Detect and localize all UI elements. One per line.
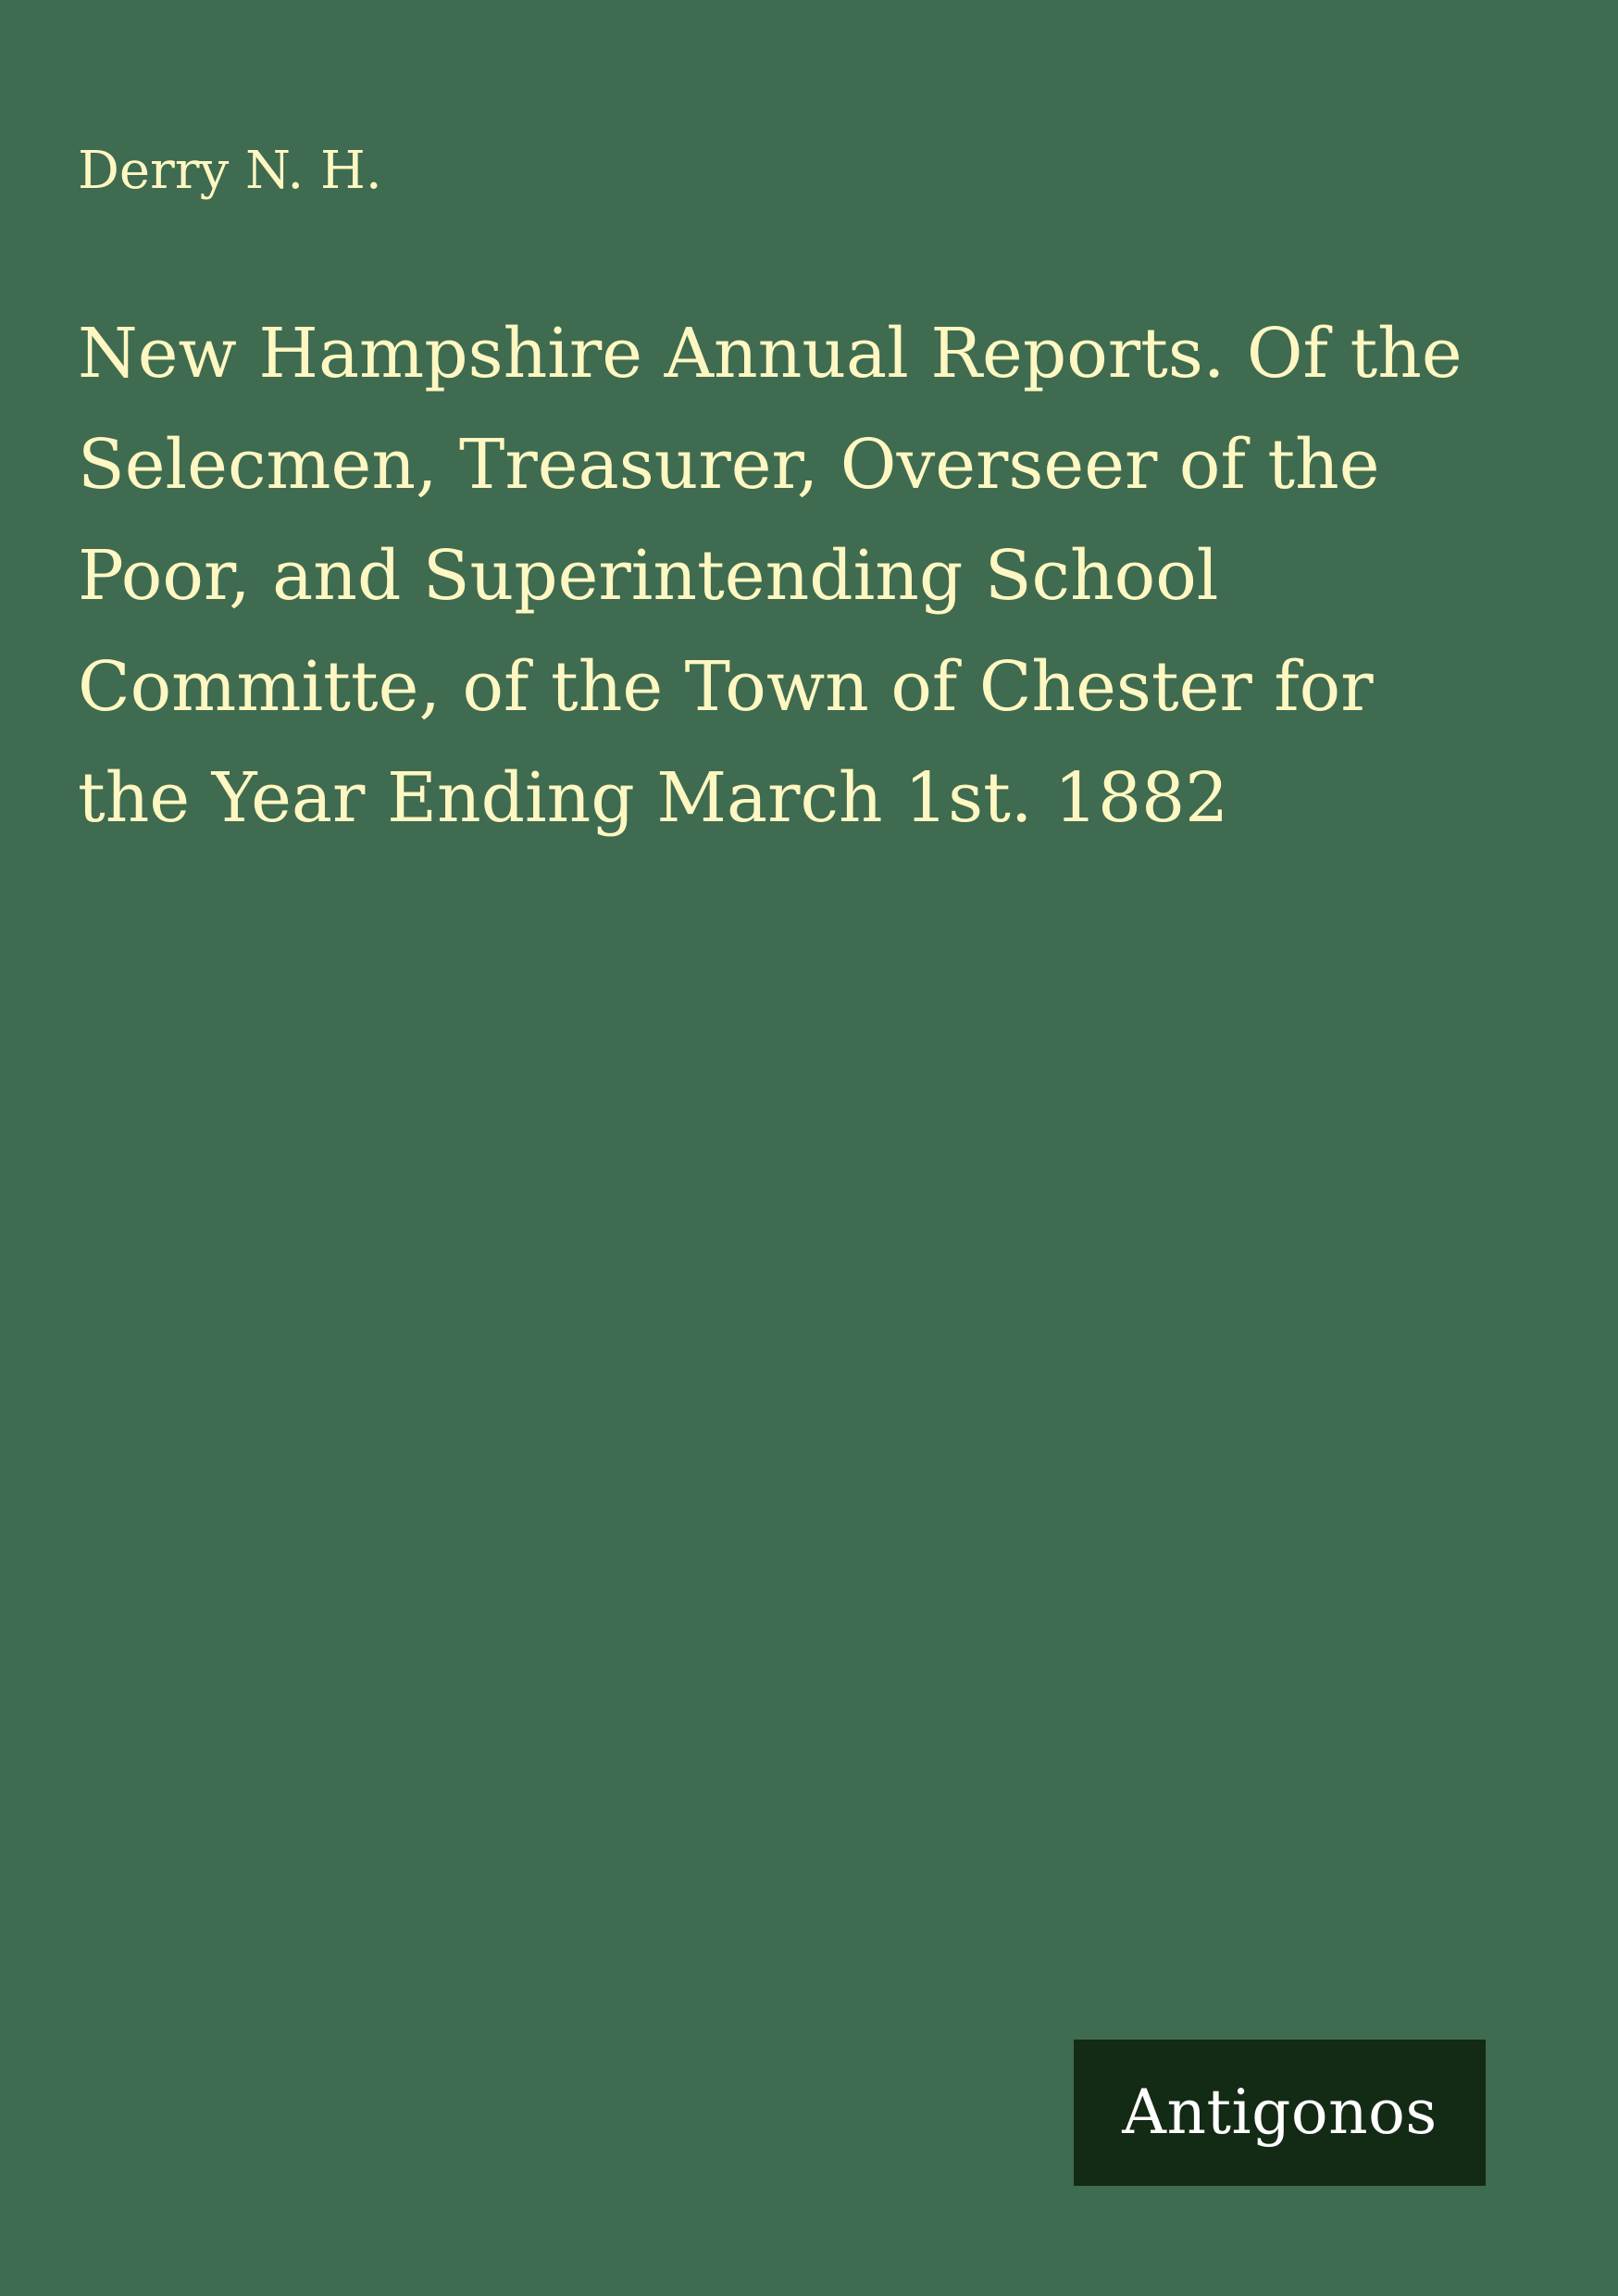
title-line: Poor, and Superintending School (78, 536, 1219, 616)
title-line: New Hampshire Annual Reports. Of the (78, 314, 1462, 393)
title-line: Selecmen, Treasurer, Overseer of the (78, 425, 1380, 505)
author-name: Derry N. H. (78, 141, 382, 201)
publisher-badge (1074, 2040, 1486, 2186)
title-line: the Year Ending March 1st. 1882 (78, 758, 1229, 838)
publisher-name: Antigonos (1122, 2077, 1438, 2148)
title-line: Committe, of the Town of Chester for (78, 647, 1374, 727)
book-title (78, 298, 1540, 854)
